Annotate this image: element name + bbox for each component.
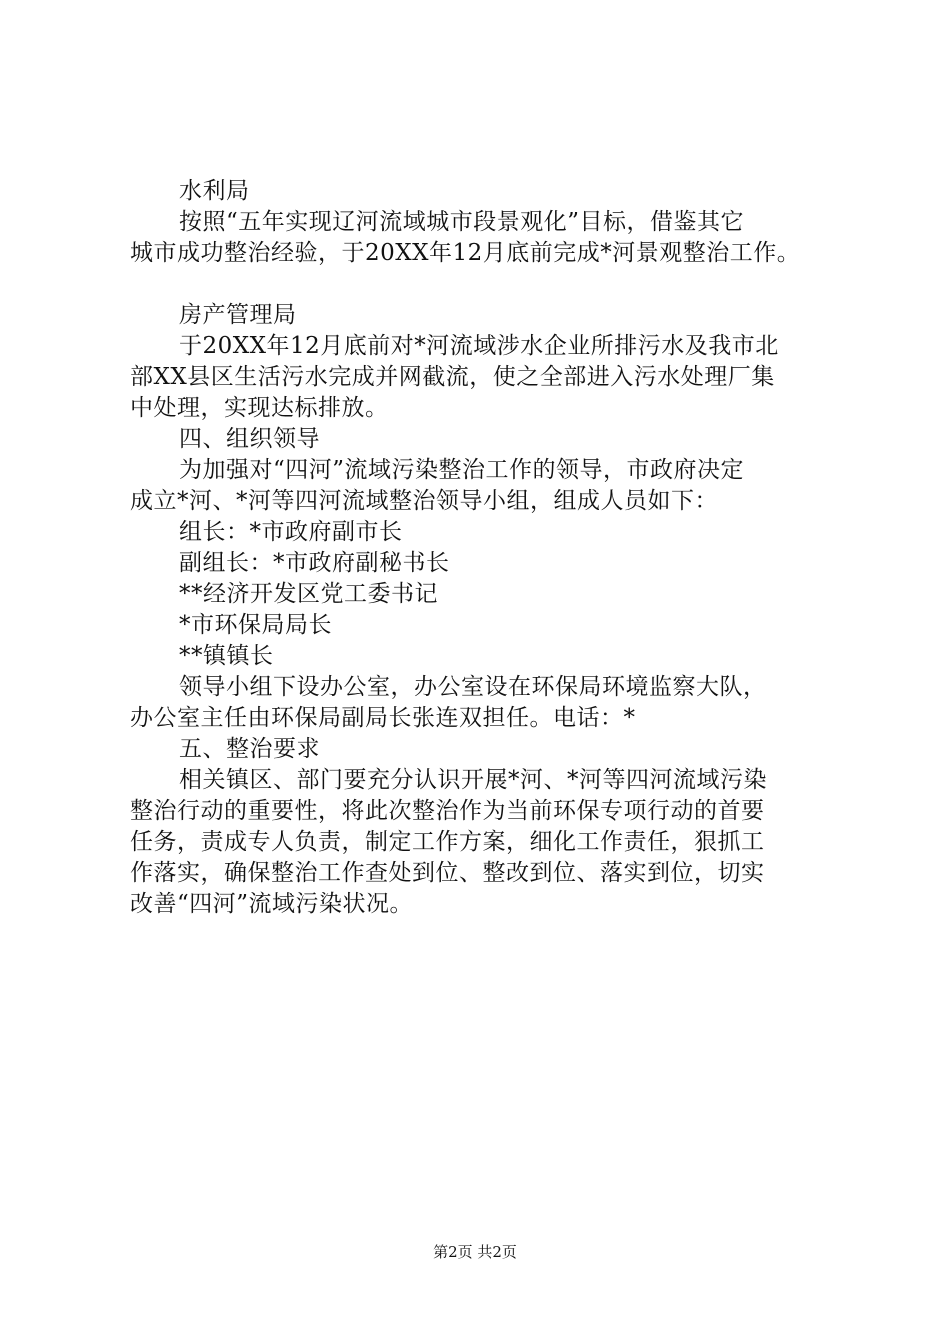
paragraph-line: 整治行动的重要性，将此次整治作为当前环保专项行动的首要: [130, 798, 765, 824]
paragraph-line: 改善“四河”流域污染状况。: [130, 891, 414, 917]
member-line: **经济开发区党工委书记: [179, 581, 438, 607]
paragraph-line: 中处理，实现达标排放。: [130, 395, 389, 421]
paragraph-line: 相关镇区、部门要充分认识开展*河、*河等四河流域污染: [179, 767, 767, 793]
member-line: **镇镇长: [179, 643, 274, 669]
paragraph-line: 办公室主任由环保局副局长张连双担任。电话：*: [130, 705, 636, 731]
paragraph-line: 城市成功整治经验，于20XX年12月底前完成*河景观整治工作。: [130, 240, 801, 266]
paragraph-line: 作落实，确保整治工作查处到位、整改到位、落实到位，切实: [130, 860, 765, 886]
paragraph-line: 于20XX年12月底前对*河流域涉水企业所排污水及我市北: [179, 333, 779, 359]
paragraph-line: 为加强对“四河”流域污染整治工作的领导，市政府决定: [179, 457, 745, 483]
paragraph-line: 部XX县区生活污水完成并网截流，使之全部进入污水处理厂集: [130, 364, 775, 390]
paragraph-line: 成立*河、*河等四河流域整治领导小组，组成人员如下：: [130, 488, 718, 514]
paragraph-line: 领导小组下设办公室，办公室设在环保局环境监察大队，: [179, 674, 767, 700]
page-footer: 第2页 共2页: [433, 1243, 517, 1261]
member-line: 副组长：*市政府副秘书长: [179, 550, 450, 576]
member-line: *市环保局局长: [179, 612, 332, 638]
paragraph-line: 任务，责成专人负责，制定工作方案，细化工作责任，狠抓工: [130, 829, 765, 855]
heading-water-bureau: 水利局: [179, 178, 250, 204]
section-heading-organization: 四、组织领导: [179, 426, 320, 452]
paragraph-line: 按照“五年实现辽河流域城市段景观化”目标，借鉴其它: [179, 209, 745, 235]
member-line: 组长：*市政府副市长: [179, 519, 403, 545]
heading-housing-bureau: 房产管理局: [179, 302, 297, 328]
section-heading-requirements: 五、整治要求: [179, 736, 320, 762]
